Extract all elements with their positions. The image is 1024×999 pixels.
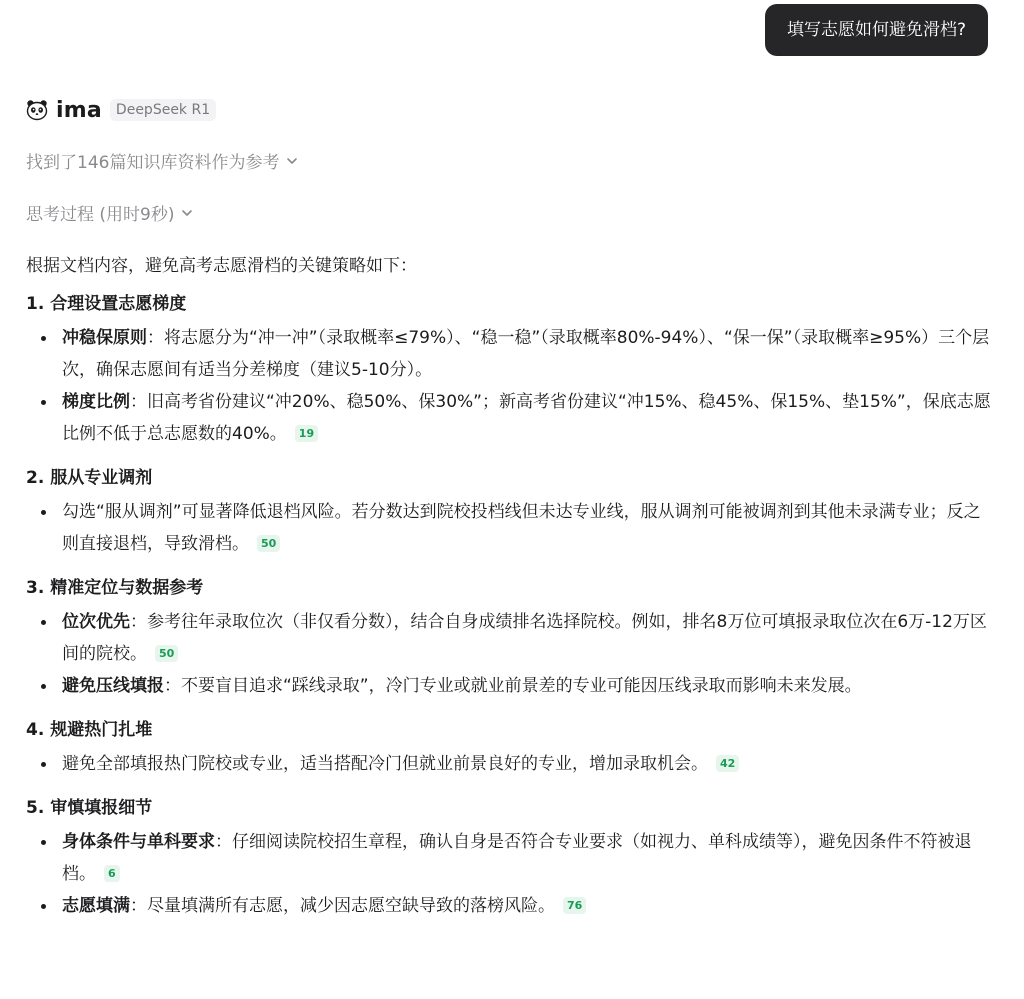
section-title: 3. 精准定位与数据参考 (26, 578, 204, 598)
citation-badge[interactable]: 50 (155, 645, 178, 662)
references-label: 找到了146篇知识库资料作为参考 (26, 153, 280, 173)
list-item (62, 748, 996, 780)
item-text: ：尽量填满所有志愿，减少因志愿空缺导致的落榜风险。 (130, 896, 555, 916)
answer-intro: 根据文档内容，避免高考志愿滑档的关键策略如下： (26, 256, 417, 276)
answer-section (26, 574, 996, 702)
item-text: ：将志愿分为“冲一冲”（录取概率≤79%）、“稳一稳”（录取概率80%-94%）、“保一保”（录取概率≥95%）三个层次，确保志愿间有适当分差梯度（建议5-10分）。 (62, 328, 990, 380)
model-badge: DeepSeek R1 (110, 99, 216, 121)
item-keyword: 志愿填满 (62, 896, 130, 916)
citation-badge[interactable]: 6 (104, 865, 120, 882)
citation-badge[interactable]: 42 (716, 755, 739, 772)
answer-sections (26, 290, 996, 922)
references-toggle[interactable] (26, 148, 299, 173)
chevron-down-icon (285, 154, 299, 168)
list-item (62, 322, 996, 386)
answer-section (26, 290, 996, 450)
item-text: 避免全部填报热门院校或专业，适当搭配冷门但就业前景良好的专业，增加录取机会。 (62, 754, 708, 774)
section-title: 1. 合理设置志愿梯度 (26, 294, 187, 314)
panda-avatar-icon (26, 99, 48, 121)
item-keyword: 避免压线填报 (62, 676, 164, 696)
bullet-list (26, 606, 996, 702)
item-keyword: 梯度比例 (62, 392, 130, 412)
item-keyword: 冲稳保原则 (62, 328, 147, 348)
list-item (62, 496, 996, 560)
item-text: ：参考往年录取位次（非仅看分数），结合自身成绩排名选择院校。例如，排名8万位可填报录取位次在6万-12万区间的院校。 (62, 612, 987, 664)
list-item (62, 670, 996, 702)
citation-badge[interactable]: 76 (563, 897, 586, 914)
item-text: ：不要盲目追求“踩线录取”，冷门专业或就业前景差的专业可能因压线录取而影响未来发展。 (164, 676, 862, 696)
item-text: 勾选“服从调剂”可显著降低退档风险。若分数达到院校投档线但未达专业线，服从调剂可能被调剂到其他未录满专业；反之则直接退档，导致滑档。 (62, 502, 981, 554)
list-item (62, 826, 996, 890)
citation-badge[interactable]: 19 (295, 425, 318, 442)
section-title: 4. 规避热门扎堆 (26, 720, 153, 740)
assistant-header (26, 96, 216, 124)
list-item (62, 606, 996, 670)
answer-body (26, 252, 996, 936)
bullet-list (26, 748, 996, 780)
bullet-list (26, 826, 996, 922)
user-message-bubble: 填写志愿如何避免滑档? (765, 4, 988, 56)
thinking-label: 思考过程 (用时9秒) (26, 205, 175, 225)
list-item (62, 890, 996, 922)
thinking-toggle[interactable] (26, 200, 194, 225)
item-keyword: 位次优先 (62, 612, 130, 632)
answer-section (26, 464, 996, 560)
item-text: ：旧高考省份建议“冲20%、稳50%、保30%”；新高考省份建议“冲15%、稳45%、保15%、垫15%”，保底志愿比例不低于总志愿数的40%。 (62, 392, 991, 444)
answer-section (26, 794, 996, 922)
section-title: 2. 服从专业调剂 (26, 468, 153, 488)
citation-badge[interactable]: 50 (257, 535, 280, 552)
item-text: ：仔细阅读院校招生章程，确认自身是否符合专业要求（如视力、单科成绩等），避免因条件不符被退档。 (62, 832, 972, 884)
bullet-list (26, 496, 996, 560)
list-item (62, 386, 996, 450)
bullet-list (26, 322, 996, 450)
answer-section (26, 716, 996, 780)
chevron-down-icon (180, 206, 194, 220)
item-keyword: 身体条件与单科要求 (62, 832, 215, 852)
section-title: 5. 审慎填报细节 (26, 798, 153, 818)
assistant-name: ima (56, 97, 102, 123)
